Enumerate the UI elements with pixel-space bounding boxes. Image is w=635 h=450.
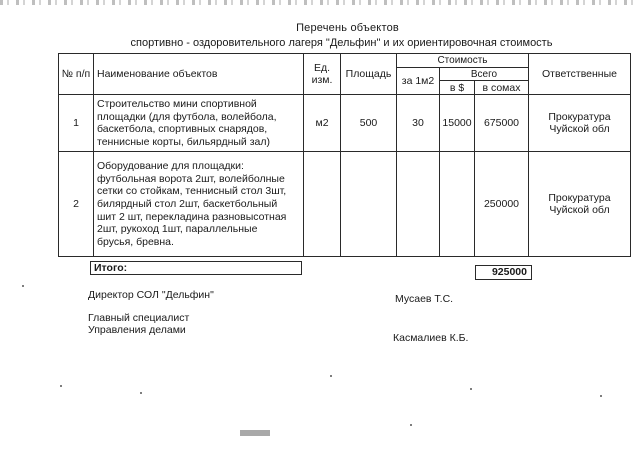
responsible-line: Прокуратура — [548, 192, 611, 205]
name-line: футбольная ворота 2шт, волейболные — [97, 172, 285, 185]
header-cost: Стоимость — [397, 54, 529, 68]
header-unit-line1: Ед. — [313, 62, 331, 74]
cell-responsible — [529, 152, 631, 257]
cell-num: 2 — [59, 152, 94, 257]
director-title: Директор СОЛ "Дельфин" — [88, 289, 214, 301]
name-line: Строительство мини спортивной — [97, 98, 257, 110]
header-num: № п/п — [59, 54, 94, 95]
scan-speck — [22, 285, 24, 287]
table-row — [59, 152, 631, 257]
scan-speck — [60, 385, 62, 387]
header-som: в сомах — [475, 81, 529, 95]
table-row — [59, 95, 631, 152]
header-area: Площадь — [341, 54, 397, 95]
name-line: шит 2 шт, перекладина разновысотная — [97, 210, 287, 223]
scan-speck — [410, 424, 412, 426]
name-line: билярдный стол 2шт, баскетбольный — [97, 198, 278, 211]
document-subtitle: спортивно - оздоровительного лагеря "Дельфин" и их ориентировочная стоимость — [130, 37, 553, 49]
cell-usd: 15000 — [440, 95, 475, 152]
cell-unit: м2 — [304, 95, 341, 152]
name-line: теннисные корты, бильярдный зал) — [97, 135, 270, 148]
header-name: Наименование объектов — [94, 54, 304, 95]
header-per-m2: за 1м2 — [397, 68, 440, 95]
specialist-title-line1: Главный специалист — [88, 312, 190, 324]
cell-unit — [304, 152, 341, 257]
header-unit-line2: изм. — [311, 74, 333, 86]
name-line: площадки (для футбола, волейбола, — [97, 110, 277, 123]
header-responsible: Ответственные — [529, 54, 631, 95]
cell-area — [341, 152, 397, 257]
cell-responsible — [529, 95, 631, 152]
name-line: 2шт, рукоход 1шт, параллельные — [97, 223, 258, 236]
cell-area: 500 — [341, 95, 397, 152]
cell-som: 675000 — [475, 95, 529, 152]
responsible-line: Чуйской обл — [549, 204, 610, 217]
header-total: Всего — [440, 68, 529, 81]
scan-speck — [330, 375, 332, 377]
name-line: Оборудование для площадки: — [97, 160, 244, 173]
cell-name — [94, 152, 304, 257]
director-name: Мусаев Т.С. — [395, 293, 454, 305]
objects-table — [58, 53, 631, 257]
total-label: Итого: — [90, 261, 302, 275]
specialist-name: Касмалиев К.Б. — [393, 332, 469, 344]
scan-artifact-top — [0, 0, 635, 5]
cell-name — [94, 95, 304, 152]
document-title: Перечень объектов — [296, 22, 399, 34]
scan-artifact-bottom — [240, 430, 270, 436]
name-line: брусья, бревна. — [97, 235, 174, 248]
responsible-line: Прокуратура — [548, 111, 611, 124]
responsible-line: Чуйской обл — [549, 123, 610, 136]
scan-speck — [470, 388, 472, 390]
total-value: 925000 — [475, 265, 532, 280]
cell-som: 250000 — [475, 152, 529, 257]
scan-speck — [140, 392, 142, 394]
header-usd: в $ — [440, 81, 475, 95]
scan-speck — [600, 395, 602, 397]
cell-per-m2: 30 — [397, 95, 440, 152]
cell-num: 1 — [59, 95, 94, 152]
cell-usd — [440, 152, 475, 257]
cell-per-m2 — [397, 152, 440, 257]
specialist-title-line2: Управления делами — [88, 324, 186, 336]
name-line: сетки со стойкам, теннисный стол 3шт, — [97, 185, 287, 198]
name-line: баскетбола, спортивных снарядов, — [97, 123, 268, 136]
header-unit — [304, 54, 341, 95]
